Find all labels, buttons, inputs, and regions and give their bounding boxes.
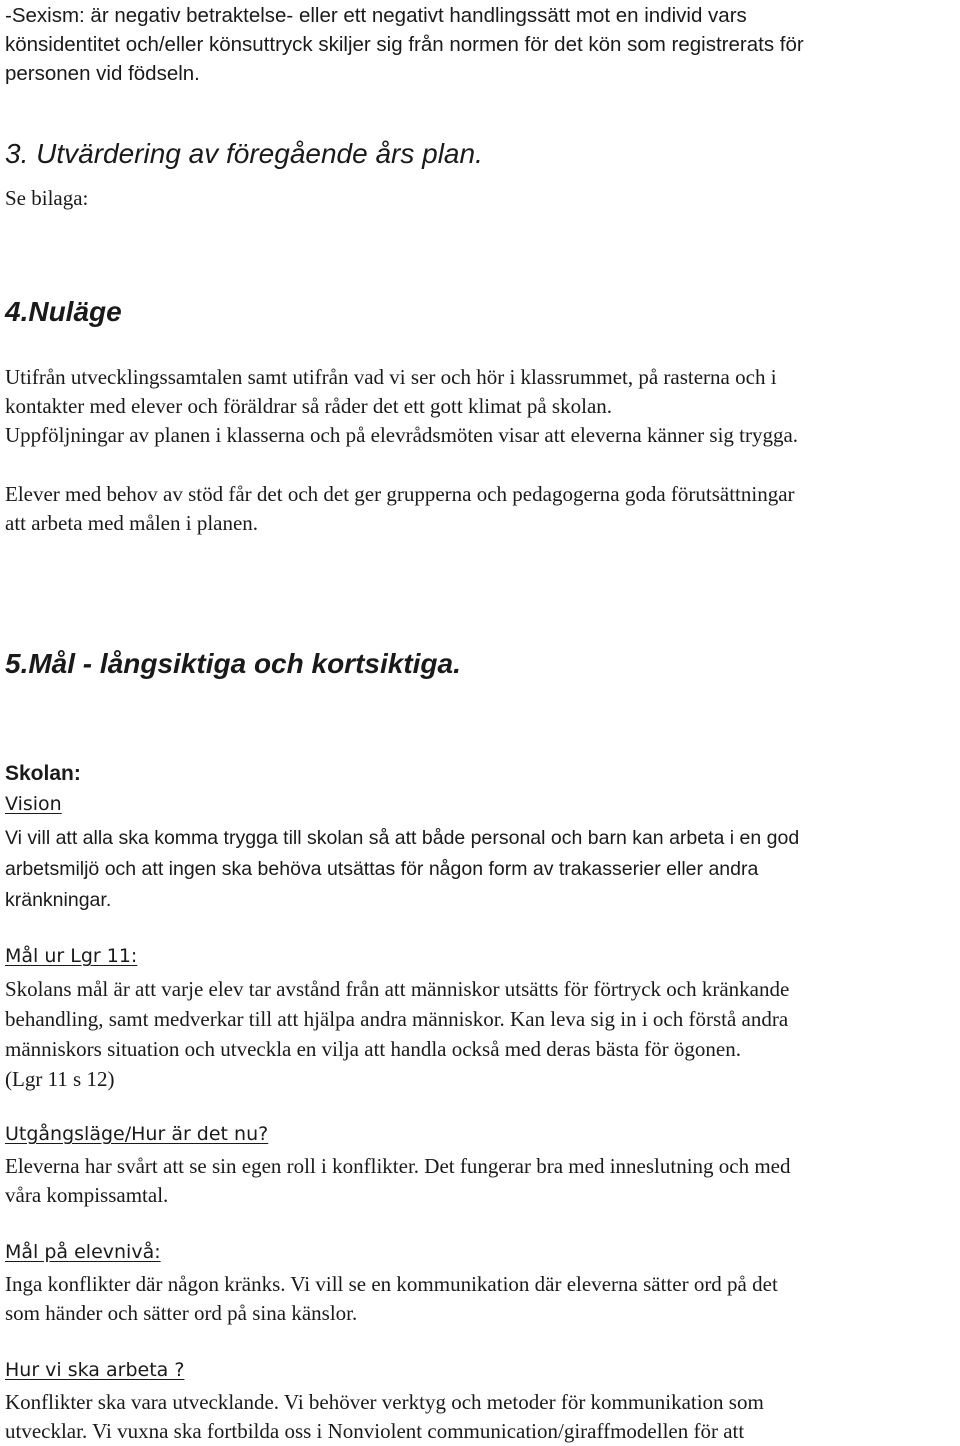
paragraph-line: Skolans mål är att varje elev tar avstånd från att människor utsätts för förtryck och kränkande [5, 977, 790, 1001]
paragraph-line: Inga konflikter där någon kränks. Vi vill se en kommunikation där eleverna sätter ord på det [5, 1272, 778, 1296]
status-label: Utgångsläge/Hur är det nu? [5, 1123, 269, 1145]
definition-line: personen vid födseln. [5, 62, 200, 85]
paragraph-line: Vi vill att alla ska komma trygga till skolan så att både personal och barn kan arbeta i en god [5, 827, 800, 849]
paragraph-line: Utifrån utvecklingssamtalen samt utifrån vad vi ser och hör i klassrummet, på rasterna och i [5, 365, 777, 389]
section-3-text: Se bilaga: [5, 186, 89, 210]
lgr-text [5, 974, 789, 1094]
student-goal-text [5, 1270, 778, 1328]
definition-line: könsidentitet och/eller könsuttryck skiljer sig från normen för det kön som registrerats för [5, 33, 804, 56]
school-label: Skolan: [5, 762, 81, 785]
section-3-heading: 3. Utvärdering av föregående års plan. [5, 138, 483, 169]
paragraph-line: Konflikter ska vara utvecklande. Vi behöver verktyg och metoder för kommunikation som [5, 1390, 764, 1414]
paragraph-line: Eleverna har svårt att se sin egen roll i konflikter. Det fungerar bra med inneslutning och med [5, 1154, 791, 1178]
paragraph-line: människors situation och utveckla en vilja att handla också med deras bästa för ögonen. [5, 1037, 741, 1061]
vision-label: Vision [5, 793, 62, 815]
nulage-paragraph-2 [5, 480, 795, 538]
paragraph-line: kränkningar. [5, 889, 112, 911]
section-4-heading: 4.Nuläge [5, 296, 122, 327]
paragraph-line: utvecklar. Vi vuxna ska fortbilda oss i Nonviolent communication/giraffmodellen för att [5, 1419, 745, 1443]
definition-line: -Sexism: är negativ betraktelse- eller ett negativt handlingssätt mot en individ vars [5, 4, 747, 27]
paragraph-line: (Lgr 11 s 12) [5, 1067, 115, 1091]
how-text [5, 1388, 764, 1446]
student-goal-label: Mål på elevnivå: [5, 1241, 161, 1263]
how-label: Hur vi ska arbeta ? [5, 1359, 185, 1381]
paragraph-line: arbetsmiljö och att ingen ska behöva utsättas för någon form av trakasserier eller andra [5, 858, 759, 880]
paragraph-line: som händer och sätter ord på sina känslor. [5, 1301, 358, 1325]
paragraph-line: att arbeta med målen i planen. [5, 511, 259, 535]
paragraph-line: våra kompissamtal. [5, 1183, 169, 1207]
lgr-label: Mål ur Lgr 11: [5, 945, 138, 967]
paragraph-line: kontakter med elever och föräldrar så råder det ett gott klimat på skolan. [5, 394, 613, 418]
paragraph-line: behandling, samt medverkar till att hjälpa andra människor. Kan leva sig in i och förstå andra [5, 1007, 789, 1031]
nulage-paragraph-1 [5, 363, 798, 450]
paragraph-line: Elever med behov av stöd får det och det ger grupperna och pedagogerna goda förutsättningar [5, 482, 795, 506]
sexism-definition [5, 1, 804, 88]
status-text [5, 1152, 791, 1210]
paragraph-line: Uppföljningar av planen i klasserna och på elevrådsmöten visar att eleverna känner sig trygga. [5, 423, 799, 447]
vision-text [5, 823, 799, 916]
section-5-heading: 5.Mål - långsiktiga och kortsiktiga. [5, 648, 461, 679]
